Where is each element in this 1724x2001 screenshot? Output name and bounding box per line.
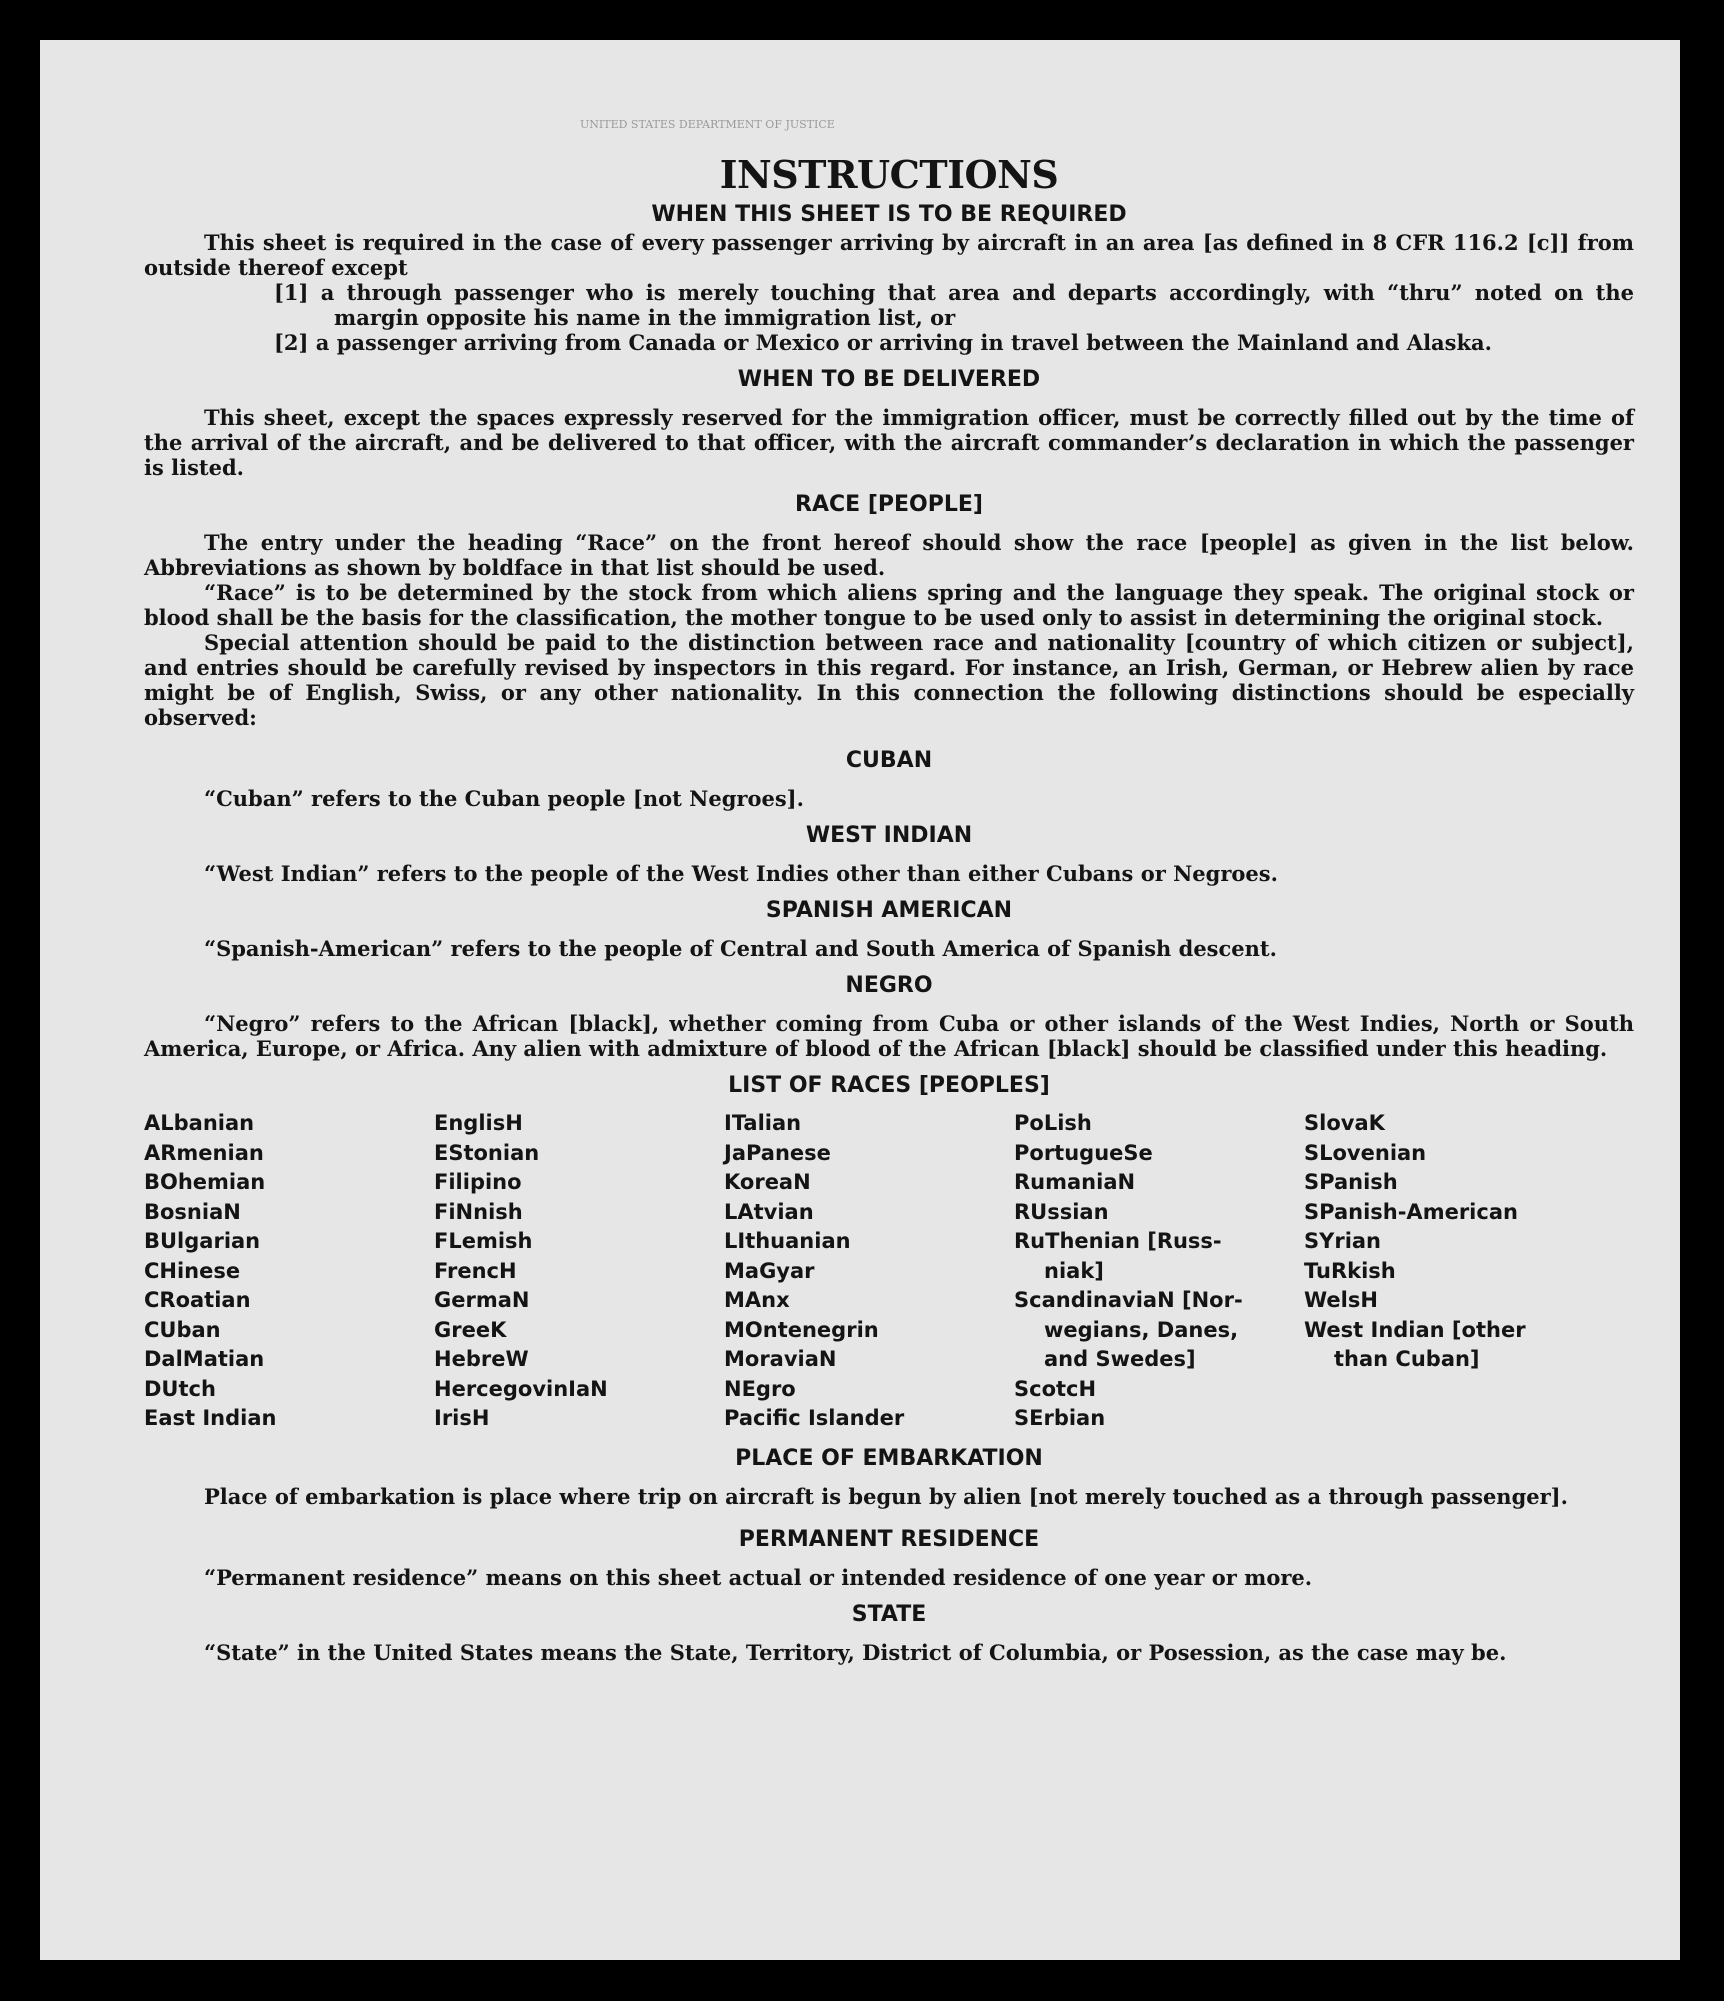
race-item: MOntenegrin [724,1317,879,1342]
race-item: DUtch [144,1376,216,1401]
race-item: EnglisH [434,1111,523,1135]
heading-cuban: CUBAN [845,748,933,773]
heading-list-of-races: LIST OF RACES [PEOPLES] [728,1073,1050,1098]
list-item-1: [1] a through passenger who is merely touching that area and departs accordingly, with “thru” noted on the margin opposite his name in the immigration list, or [274,280,1634,330]
race-item-continued: and Swedes] [1044,1347,1196,1371]
race-item: KoreaN [724,1170,811,1194]
race-item: ScandinaviaN [Nor- [1014,1288,1243,1312]
list-item-2: [2] a passenger arriving from Canada or Mexico or arriving in travel between the Mainland and Alaska. [274,330,1492,355]
race-item: GreeK [434,1317,507,1342]
race-item: SlovaK [1304,1111,1385,1135]
race-item: SYrian [1304,1229,1382,1253]
race-item: SPanish-American [1304,1199,1518,1224]
race-item: SErbian [1014,1406,1106,1430]
para-when-delivered: This sheet, except the spaces expressly reserved for the immigration officer, must be correctly filled out by the time of the arrival of the aircraft, and be delivered to that officer, with the aircraft commander’s declaration in which the passenger is listed. [144,405,1634,480]
heading-state: STATE [851,1601,927,1627]
race-item: BUlgarian [144,1229,261,1253]
page-title: INSTRUCTIONS [719,152,1059,197]
para-embarkation: Place of embarkation is place where trip on aircraft is begun by alien [not merely touched as a through passenger]. [204,1483,1568,1509]
races-column-1 [144,1109,434,1434]
race-item: CHinese [144,1258,241,1283]
race-item: RumaniaN [1014,1170,1136,1194]
race-item: SLovenian [1304,1140,1427,1165]
races-column-5 [1304,1109,1594,1434]
heading-race: RACE [PEOPLE] [795,492,983,517]
para-state: “State” in the United States means the State, Territory, District of Columbia, or Posession, as the case may be. [204,1639,1507,1665]
race-item: Pacific Islander [724,1406,905,1430]
heading-when-required: WHEN THIS SHEET IS TO BE REQUIRED [651,202,1127,227]
para-cuban: “Cuban” refers to the Cuban people [not Negroes]. [204,786,804,811]
race-item: PoLish [1014,1111,1092,1135]
race-item: LIthuanian [724,1229,851,1253]
race-item-continued: niak] [1044,1258,1104,1283]
race-item-continued: than Cuban] [1334,1347,1480,1371]
race-item: ALbanian [144,1111,255,1135]
race-item: NEgro [724,1376,796,1401]
race-item: SPanish [1304,1170,1398,1194]
race-item: FLemish [434,1229,533,1253]
bleed-through-text: UNITED STATES DEPARTMENT OF JUSTICE [580,118,835,131]
para-race-3: Special attention should be paid to the distinction between race and nationality [country of which citizen or subject], and entries should be carefully revised by inspectors in this regard. For instance, an Irish, German, or Hebrew alien by race might be of English, Swiss, or any other nationality. In this connection the following distinctions should be especially observed: [144,630,1634,730]
para-negro: “Negro” refers to the African [black], whether coming from Cuba or other islands of the West Indies, North or South America, Europe, or Africa. Any alien with admixture of blood of the African [black] should be classified under this heading. [144,1011,1634,1061]
para-race-1: The entry under the heading “Race” on the front hereof should show the race [people] as given in the list below. Abbreviations as shown by boldface in that list should be used. [144,530,1634,580]
heading-west-indian: WEST INDIAN [805,823,973,848]
race-item: MaGyar [724,1258,815,1283]
para-when-required: This sheet is required in the case of every passenger arriving by aircraft in an area [as defined in 8 CFR 116.2 [c]] from outside thereof except [144,230,1634,280]
heading-embarkation: PLACE OF EMBARKATION [735,1445,1043,1471]
race-item: GermaN [434,1288,530,1312]
race-item: DalMatian [144,1347,265,1371]
race-item: EStonian [434,1140,540,1165]
race-item: FiNnish [434,1199,523,1224]
race-item: IrisH [434,1406,490,1430]
race-item: MoraviaN [724,1347,837,1371]
race-item: JaPanese [724,1140,831,1165]
race-item: HebreW [434,1347,529,1371]
race-item: ITalian [724,1111,802,1135]
para-west-indian: “West Indian” refers to the people of the West Indies other than either Cubans or Negroes. [204,861,1278,886]
race-item-continued: wegians, Danes, [1044,1317,1239,1342]
race-item: ScotcH [1014,1376,1097,1401]
para-spanish-american: “Spanish-American” refers to the people of Central and South America of Spanish descent. [204,936,1277,961]
race-item: CRoatian [144,1288,251,1312]
race-item: RUssian [1014,1199,1109,1224]
races-column-2 [434,1109,724,1434]
race-item: PortugueSe [1014,1140,1153,1165]
para-permanent-residence: “Permanent residence” means on this sheet actual or intended residence of one year or more. [204,1564,1313,1590]
heading-permanent-residence: PERMANENT RESIDENCE [738,1526,1040,1552]
race-item: TuRkish [1304,1258,1396,1283]
race-item: East Indian [144,1406,277,1430]
race-item: FrencH [434,1258,517,1283]
para-race-2: “Race” is to be determined by the stock from which aliens spring and the language they speak. The original stock or blood shall be the basis for the classification, the mother tongue to be used only to assist in determining the original stock. [144,580,1634,630]
document-sheet [40,40,1680,1960]
heading-negro: NEGRO [845,973,933,998]
race-item: West Indian [other [1304,1317,1526,1342]
races-list [144,1109,1634,1434]
race-item: BosniaN [144,1199,241,1224]
heading-when-delivered: WHEN TO BE DELIVERED [737,367,1041,392]
race-item: Filipino [434,1170,522,1194]
race-item: BOhemian [144,1170,266,1194]
race-item: LAtvian [724,1199,814,1224]
heading-spanish-american: SPANISH AMERICAN [765,898,1013,923]
races-column-3 [724,1109,1014,1434]
race-item: RuThenian [Russ- [1014,1229,1222,1253]
race-item: HercegovinIaN [434,1376,608,1401]
instructions-content [144,150,1634,1665]
races-column-4 [1014,1109,1304,1434]
race-item: WelsH [1304,1288,1378,1312]
race-item: CUban [144,1317,221,1342]
race-item: MAnx [724,1288,790,1312]
race-item: ARmenian [144,1140,264,1165]
